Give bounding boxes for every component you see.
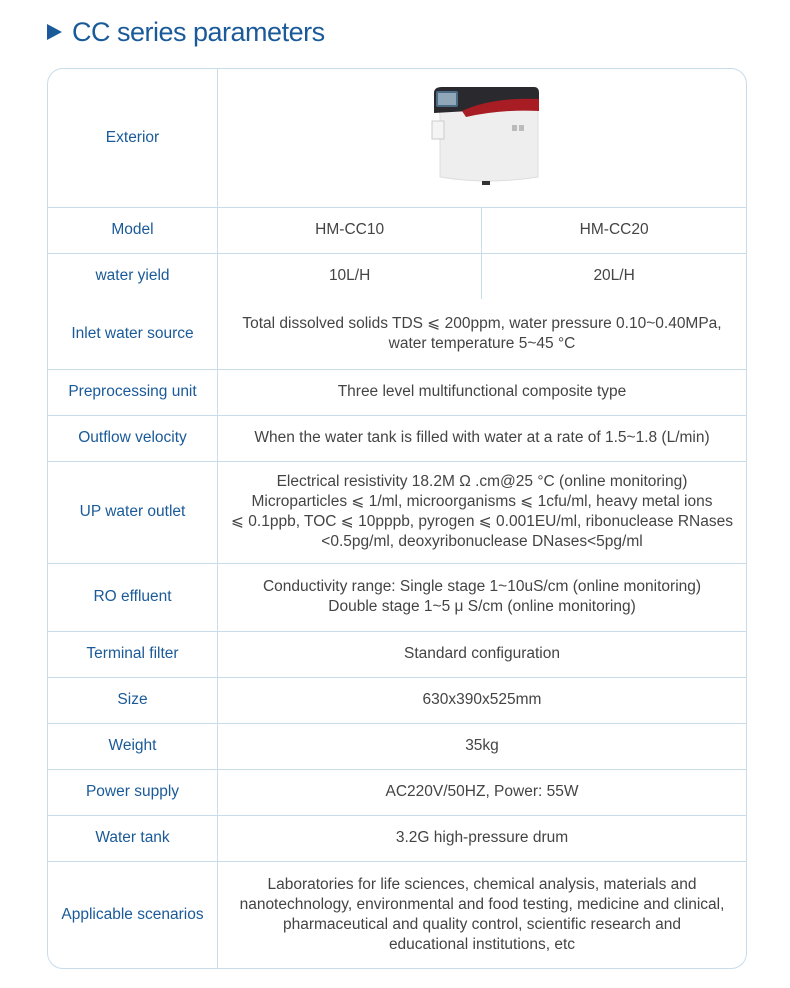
table-row: [48, 563, 746, 631]
table-row: [48, 69, 746, 207]
value-line: Double stage 1~5 μ S/cm (online monitoring): [328, 598, 636, 615]
row-label: Exterior: [48, 69, 218, 207]
row-label: Weight: [48, 723, 218, 769]
row-value: [218, 769, 747, 815]
table-row: [48, 369, 746, 415]
table-row-water-yield: [48, 253, 746, 299]
row-label: Applicable scenarios: [48, 861, 218, 969]
row-value: [218, 631, 747, 677]
parameters-table-card: [47, 68, 747, 969]
table-row-model: [48, 207, 746, 253]
table-row: [48, 861, 746, 969]
row-value: [218, 723, 747, 769]
table-row: [48, 631, 746, 677]
value-line: pharmaceutical and quality control, scientific research and: [282, 916, 682, 934]
value-line: Three level multifunctional composite type: [337, 383, 627, 400]
table-row: [48, 299, 746, 369]
table-row: [48, 815, 746, 861]
value-line: When the water tank is filled with water at a rate of 1.5~1.8 (L/min): [254, 429, 710, 446]
row-value: [218, 461, 747, 563]
value-line: 3.2G high-pressure drum: [395, 829, 569, 846]
table-row: [48, 415, 746, 461]
value-line: Total dissolved solids TDS ⩽ 200ppm, water pressure 0.10~0.40MPa,: [242, 314, 722, 332]
model-cc20: HM-CC20: [482, 207, 746, 253]
row-value: [218, 415, 747, 461]
row-value: [218, 815, 747, 861]
row-label: Size: [48, 677, 218, 723]
value-line: 35kg: [465, 737, 499, 754]
triangle-bullet-icon: [47, 24, 62, 40]
row-label: Water tank: [48, 815, 218, 861]
value-line: ⩽ 0.1ppb, TOC ⩽ 10pppb, pyrogen ⩽ 0.001EU/ml, ribonuclease RNases: [231, 513, 733, 530]
row-label: UP water outlet: [48, 461, 218, 563]
table-row: [48, 769, 746, 815]
water-purifier-product-image: [422, 81, 542, 189]
row-value: [218, 677, 747, 723]
value-line: Conductivity range: Single stage 1~10uS/cm (online monitoring): [262, 578, 702, 595]
page-title: CC series parameters: [72, 16, 325, 47]
row-label: Inlet water source: [48, 299, 218, 369]
value-line: Laboratories for life sciences, chemical analysis, materials and: [267, 876, 697, 894]
value-line: Standard configuration: [404, 645, 560, 662]
model-cc10: HM-CC10: [218, 207, 482, 253]
value-line: 630x390x525mm: [422, 691, 542, 708]
table-row: [48, 723, 746, 769]
row-label: RO effluent: [48, 563, 218, 631]
value-line: AC220V/50HZ, Power: 55W: [385, 783, 579, 800]
row-label: water yield: [48, 253, 218, 299]
table-row: [48, 461, 746, 563]
value-line: Electrical resistivity 18.2M Ω .cm@25 °C (online monitoring): [276, 473, 688, 490]
table-row: [48, 677, 746, 723]
value-line: Microparticles ⩽ 1/ml, microorganisms ⩽ 1cfu/ml, heavy metal ions: [251, 493, 713, 510]
value-line: nanotechnology, environmental and food testing, medicine and clinical,: [239, 896, 725, 914]
row-value: [218, 563, 747, 631]
row-value: [218, 861, 747, 969]
row-label: Terminal filter: [48, 631, 218, 677]
row-label: Preprocessing unit: [48, 369, 218, 415]
water-yield-cc10: 10L/H: [218, 253, 482, 299]
row-label: Power supply: [48, 769, 218, 815]
water-yield-cc20: 20L/H: [482, 253, 746, 299]
row-value: [218, 369, 747, 415]
exterior-image-cell: [218, 69, 747, 207]
value-line: <0.5pg/ml, deoxyribonuclease DNases<5pg/ml: [321, 533, 643, 550]
row-label: Model: [48, 207, 218, 253]
row-value: [218, 299, 747, 369]
value-line: water temperature 5~45 °C: [388, 334, 576, 352]
parameters-table: [48, 69, 746, 969]
value-line: educational institutions, etc: [388, 936, 576, 954]
section-heading: [47, 14, 325, 50]
row-label: Outflow velocity: [48, 415, 218, 461]
